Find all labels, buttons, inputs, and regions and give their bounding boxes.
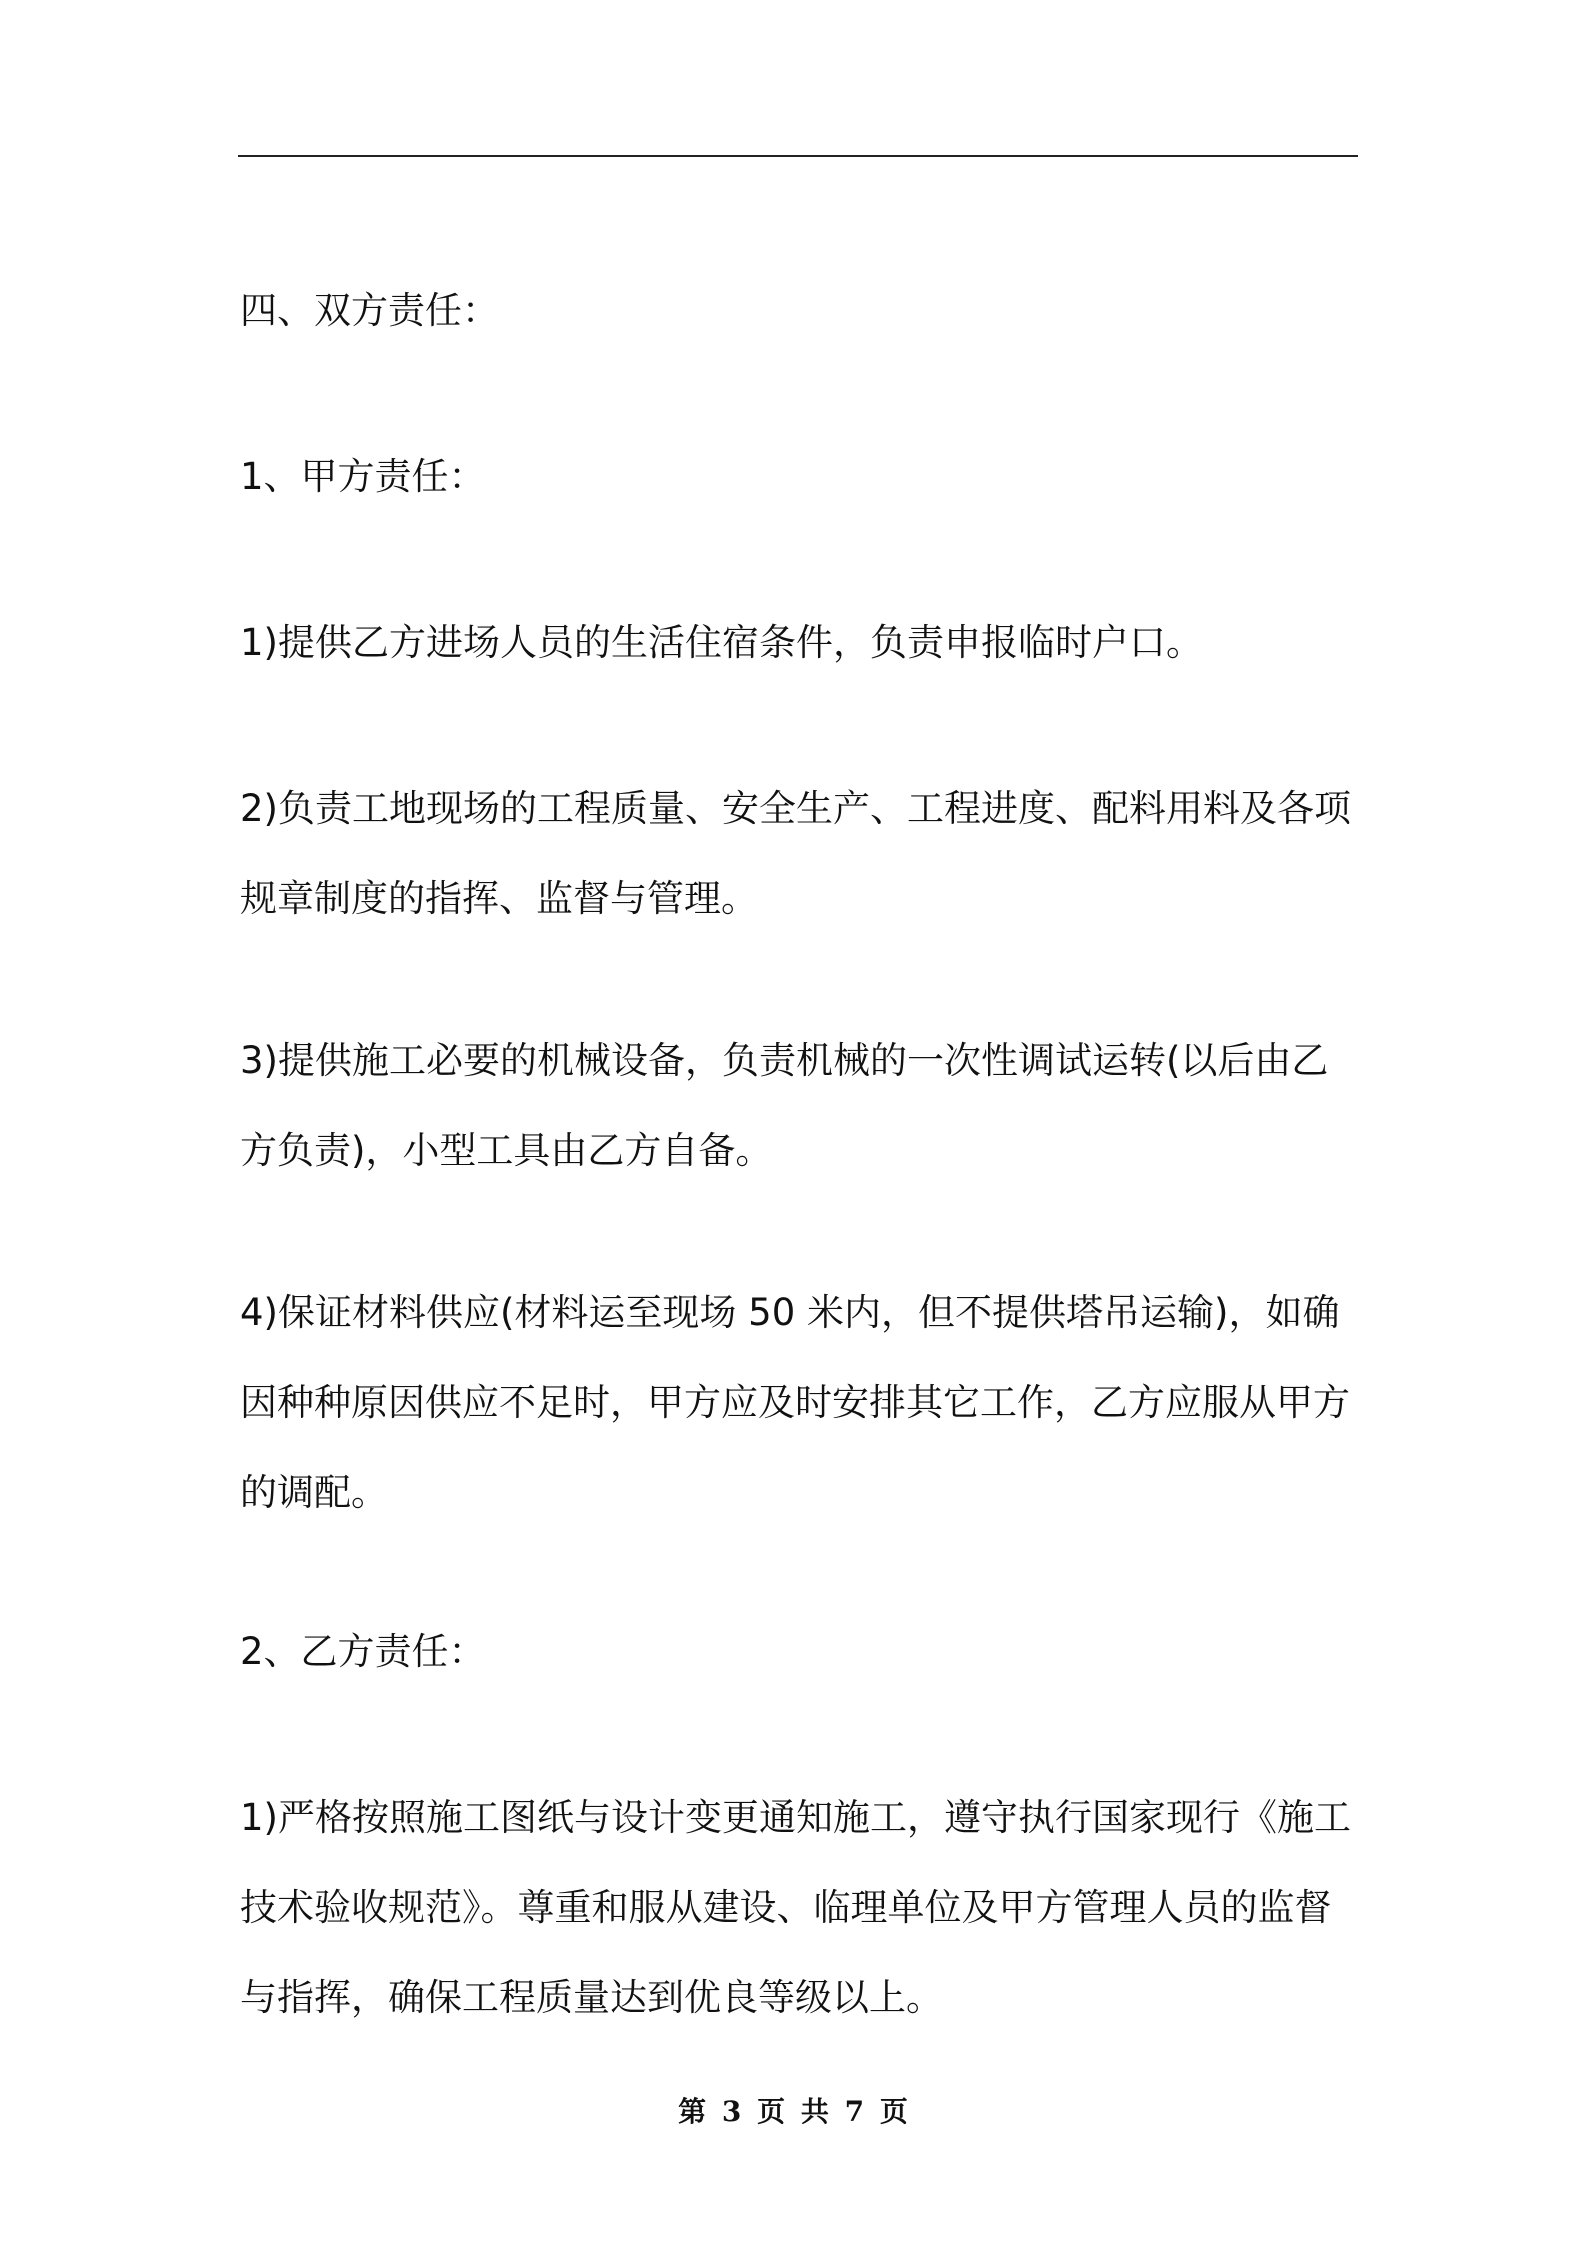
section-heading-responsibilities: 四、双方责任： bbox=[240, 289, 499, 332]
paragraph-party-a-item-1: 1)提供乙方进场人员的生活住宿条件，负责申报临时户口。 bbox=[240, 621, 1203, 664]
subsection-heading-party-a: 1、甲方责任： bbox=[240, 455, 486, 498]
header-divider bbox=[238, 155, 1358, 157]
paragraph-party-b-item-1: 1)严格按照施工图纸与设计变更通知施工，遵守执行国家现行《施工 技术验收规范》。尊重和服从建设、临理单位及甲方管理人员的监督 与指挥，确保工程质量达到优良等级以上。 bbox=[240, 1796, 1351, 2019]
paragraph-party-a-item-3: 3)提供施工必要的机械设备，负责机械的一次性调试运转(以后由乙 方负责)，小型工具由乙方自备。 bbox=[240, 1039, 1329, 1172]
page-indicator: 第 3 页 共 7 页 bbox=[678, 2095, 908, 2128]
subsection-heading-party-b: 2、乙方责任： bbox=[240, 1630, 486, 1673]
paragraph-party-a-item-4: 4)保证材料供应(材料运至现场 50 米内，但不提供塔吊运输)，如确 因种种原因供应不足时，甲方应及时安排其它工作，乙方应服从甲方 的调配。 bbox=[240, 1291, 1350, 1514]
paragraph-party-a-item-2: 2)负责工地现场的工程质量、安全生产、工程进度、配料用料及各项 规章制度的指挥、监督与管理。 bbox=[240, 787, 1351, 920]
